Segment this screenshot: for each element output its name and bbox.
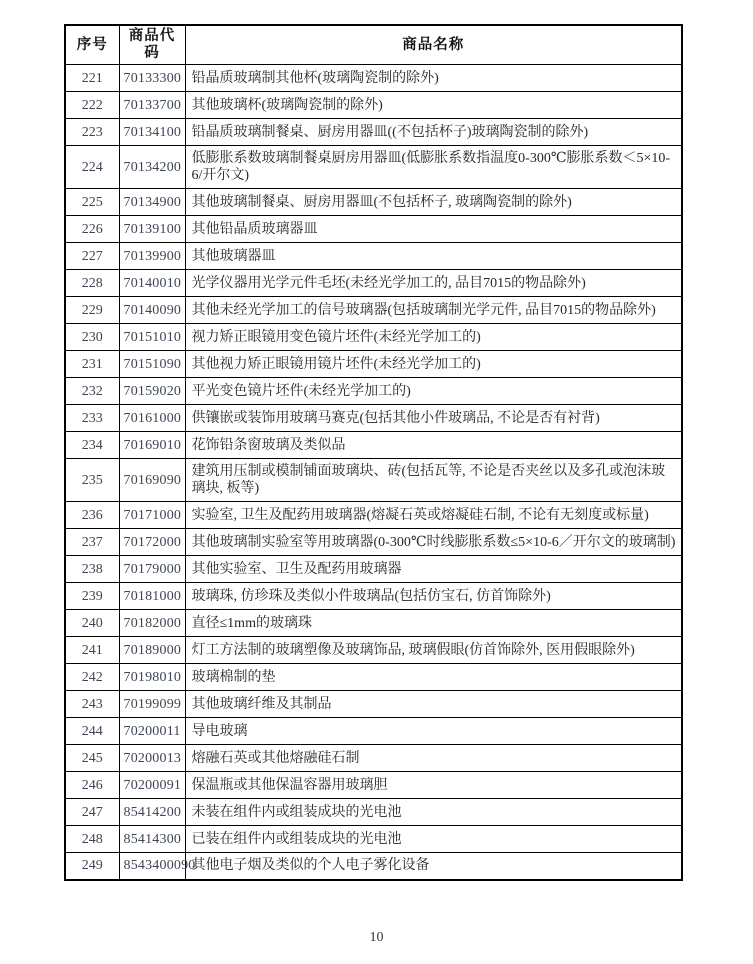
page-number: 10	[369, 930, 384, 945]
serial-number-cell: 225	[65, 189, 119, 216]
table-row	[65, 189, 682, 216]
commodity-code-cell: 70139900	[119, 243, 185, 270]
commodity-name-cell: 其他未经光学加工的信号玻璃器(包括玻璃制光学元件, 品目7015的物品除外)	[185, 297, 682, 324]
table-row	[65, 610, 682, 637]
table-row	[65, 853, 682, 880]
commodity-code-cell: 70198010	[119, 664, 185, 691]
commodity-code-cell: 70140010	[119, 270, 185, 297]
serial-number-cell: 231	[65, 351, 119, 378]
table-row	[65, 502, 682, 529]
serial-number-cell: 244	[65, 718, 119, 745]
commodity-name-cell: 直径≤1mm的玻璃珠	[185, 610, 682, 637]
commodity-name-cell: 其他玻璃制实验室等用玻璃器(0-300℃时线膨胀系数≤5×10-6／开尔文的玻璃制)	[185, 529, 682, 556]
table-row	[65, 405, 682, 432]
commodity-code-cell: 70134200	[119, 146, 185, 189]
serial-number-cell: 236	[65, 502, 119, 529]
table-row	[65, 351, 682, 378]
commodity-name-cell: 视力矫正眼镜用变色镜片坯件(未经光学加工的)	[185, 324, 682, 351]
serial-number-cell: 232	[65, 378, 119, 405]
serial-number-cell: 245	[65, 745, 119, 772]
commodity-name-cell: 熔融石英或其他熔融硅石制	[185, 745, 682, 772]
commodity-code-cell: 8543400090	[119, 853, 185, 880]
table-row	[65, 432, 682, 459]
serial-number-cell: 248	[65, 826, 119, 853]
table-row	[65, 459, 682, 502]
commodity-code-cell: 70199099	[119, 691, 185, 718]
serial-number-cell: 243	[65, 691, 119, 718]
commodity-code-cell: 70134900	[119, 189, 185, 216]
commodity-code-cell: 70181000	[119, 583, 185, 610]
table-row	[65, 583, 682, 610]
commodity-name-cell: 低膨胀系数玻璃制餐桌厨房用器皿(低膨胀系数指温度0-300℃膨胀系数＜5×10-6/开尔文)	[185, 146, 682, 189]
table-row	[65, 691, 682, 718]
commodity-code-cell: 70161000	[119, 405, 185, 432]
serial-number-cell: 240	[65, 610, 119, 637]
commodity-name-cell: 其他电子烟及类似的个人电子雾化设备	[185, 853, 682, 880]
header-commodity-name: 商品名称	[185, 25, 682, 65]
commodity-name-cell: 供镶嵌或装饰用玻璃马赛克(包括其他小件玻璃品, 不论是否有衬背)	[185, 405, 682, 432]
commodity-name-cell: 保温瓶或其他保温容器用玻璃胆	[185, 772, 682, 799]
table-row	[65, 529, 682, 556]
commodity-code-cell: 70171000	[119, 502, 185, 529]
commodity-name-cell: 其他玻璃纤维及其制品	[185, 691, 682, 718]
commodity-name-cell: 其他玻璃制餐桌、厨房用器皿(不包括杯子, 玻璃陶瓷制的除外)	[185, 189, 682, 216]
serial-number-cell: 233	[65, 405, 119, 432]
commodity-code-cell: 70172000	[119, 529, 185, 556]
table-row	[65, 119, 682, 146]
commodity-name-cell: 花饰铅条窗玻璃及类似品	[185, 432, 682, 459]
serial-number-cell: 235	[65, 459, 119, 502]
commodity-code-cell: 70139100	[119, 216, 185, 243]
serial-number-cell: 242	[65, 664, 119, 691]
table-row	[65, 556, 682, 583]
commodity-name-cell: 其他实验室、卫生及配药用玻璃器	[185, 556, 682, 583]
commodity-name-cell: 建筑用压制或模制铺面玻璃块、砖(包括瓦等, 不论是否夹丝以及多孔或泡沫玻璃块, 板等)	[185, 459, 682, 502]
serial-number-cell: 222	[65, 92, 119, 119]
table-row	[65, 297, 682, 324]
serial-number-cell: 246	[65, 772, 119, 799]
serial-number-cell: 226	[65, 216, 119, 243]
serial-number-cell: 239	[65, 583, 119, 610]
table-row	[65, 270, 682, 297]
commodity-name-cell: 其他铅晶质玻璃器皿	[185, 216, 682, 243]
serial-number-cell: 221	[65, 65, 119, 92]
commodity-name-cell: 其他视力矫正眼镜用镜片坯件(未经光学加工的)	[185, 351, 682, 378]
commodity-name-cell: 玻璃棉制的垫	[185, 664, 682, 691]
table-row	[65, 92, 682, 119]
table-row	[65, 745, 682, 772]
serial-number-cell: 234	[65, 432, 119, 459]
table-row	[65, 243, 682, 270]
table-row	[65, 772, 682, 799]
commodity-code-cell: 70182000	[119, 610, 185, 637]
table-row	[65, 216, 682, 243]
table-row	[65, 664, 682, 691]
commodity-name-cell: 未装在组件内或组装成块的光电池	[185, 799, 682, 826]
commodity-name-cell: 其他玻璃杯(玻璃陶瓷制的除外)	[185, 92, 682, 119]
commodity-code-cell: 70151010	[119, 324, 185, 351]
commodity-code-cell: 70140090	[119, 297, 185, 324]
serial-number-cell: 229	[65, 297, 119, 324]
commodity-code-cell: 70151090	[119, 351, 185, 378]
serial-number-cell: 227	[65, 243, 119, 270]
commodity-code-cell: 70133300	[119, 65, 185, 92]
commodity-code-cell: 85414300	[119, 826, 185, 853]
commodity-name-cell: 光学仪器用光学元件毛坯(未经光学加工的, 品目7015的物品除外)	[185, 270, 682, 297]
table-body	[65, 65, 682, 880]
commodity-code-cell: 70133700	[119, 92, 185, 119]
commodity-name-cell: 灯工方法制的玻璃塑像及玻璃饰品, 玻璃假眼(仿首饰除外, 医用假眼除外)	[185, 637, 682, 664]
commodity-name-cell: 其他玻璃器皿	[185, 243, 682, 270]
table-row	[65, 324, 682, 351]
table-row	[65, 826, 682, 853]
commodity-name-cell: 铅晶质玻璃制餐桌、厨房用器皿((不包括杯子)玻璃陶瓷制的除外)	[185, 119, 682, 146]
table-row	[65, 799, 682, 826]
commodity-code-cell: 70159020	[119, 378, 185, 405]
table-row	[65, 637, 682, 664]
commodity-code-cell: 70200013	[119, 745, 185, 772]
serial-number-cell: 238	[65, 556, 119, 583]
commodity-code-cell: 70200011	[119, 718, 185, 745]
commodity-name-cell: 玻璃珠, 仿珍珠及类似小件玻璃品(包括仿宝石, 仿首饰除外)	[185, 583, 682, 610]
commodity-code-cell: 70200091	[119, 772, 185, 799]
commodity-code-cell: 70189000	[119, 637, 185, 664]
commodity-name-cell: 已装在组件内或组装成块的光电池	[185, 826, 682, 853]
serial-number-cell: 223	[65, 119, 119, 146]
header-commodity-code: 商品代码	[119, 25, 185, 65]
commodity-name-cell: 实验室, 卫生及配药用玻璃器(熔凝石英或熔凝硅石制, 不论有无刻度或标量)	[185, 502, 682, 529]
commodity-code-cell: 70179000	[119, 556, 185, 583]
commodity-name-cell: 导电玻璃	[185, 718, 682, 745]
serial-number-cell: 247	[65, 799, 119, 826]
commodity-code-cell: 70169090	[119, 459, 185, 502]
table-row	[65, 146, 682, 189]
commodity-code-cell: 70169010	[119, 432, 185, 459]
commodity-table	[64, 24, 683, 881]
header-serial-number: 序号	[65, 25, 119, 65]
serial-number-cell: 241	[65, 637, 119, 664]
serial-number-cell: 230	[65, 324, 119, 351]
commodity-name-cell: 平光变色镜片坯件(未经光学加工的)	[185, 378, 682, 405]
serial-number-cell: 228	[65, 270, 119, 297]
table-row	[65, 65, 682, 92]
table-row	[65, 718, 682, 745]
commodity-code-cell: 70134100	[119, 119, 185, 146]
serial-number-cell: 249	[65, 853, 119, 880]
serial-number-cell: 237	[65, 529, 119, 556]
table-header-row	[65, 25, 682, 65]
table-row	[65, 378, 682, 405]
commodity-name-cell: 铅晶质玻璃制其他杯(玻璃陶瓷制的除外)	[185, 65, 682, 92]
serial-number-cell: 224	[65, 146, 119, 189]
commodity-code-cell: 85414200	[119, 799, 185, 826]
